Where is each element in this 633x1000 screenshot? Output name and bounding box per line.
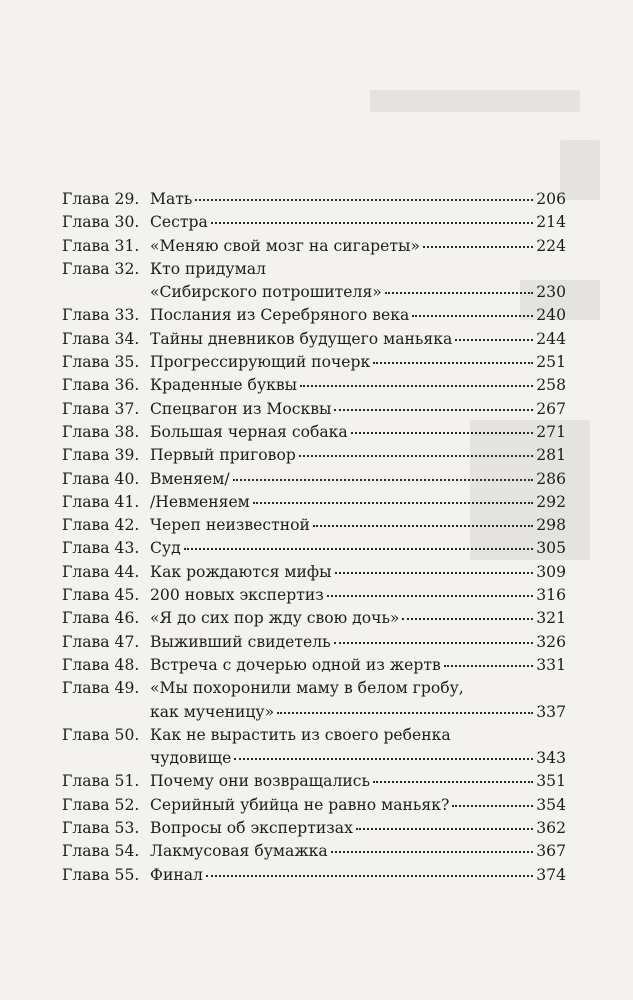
toc-entry [62, 211, 566, 234]
chapter-title: Кто придумал [150, 259, 266, 278]
chapter-title: «Я до сих пор жду свою дочь» [150, 609, 400, 628]
toc-entry-line [62, 491, 566, 514]
chapter-title: Большая черная собака [150, 422, 348, 441]
chapter-label: Глава 29. [62, 190, 140, 208]
toc-entry-line-wrapped [62, 677, 566, 700]
toc-entry-line [62, 607, 566, 630]
dot-leader [373, 362, 533, 364]
toc-entry [62, 328, 566, 351]
page-number: 374 [536, 865, 566, 884]
chapter-label: Глава 39. [62, 446, 140, 465]
chapter-label: Глава 46. [62, 609, 140, 628]
chapter-label: Глава 49. [62, 679, 140, 698]
dot-leader [313, 525, 533, 527]
toc-entry [62, 444, 566, 467]
toc-entry-line [62, 514, 566, 537]
dot-leader [233, 479, 534, 481]
page-number: 321 [536, 609, 566, 628]
chapter-label: Глава 54. [62, 842, 140, 861]
toc-entry [62, 770, 566, 793]
toc-entry-line [62, 468, 566, 491]
chapter-label: Глава 30. [62, 213, 140, 232]
chapter-label: Глава 32. [62, 259, 140, 278]
dot-leader [331, 851, 534, 853]
page-number: 362 [536, 819, 566, 838]
chapter-label: Глава 44. [62, 562, 140, 581]
chapter-title: 200 новых экспертиз [150, 586, 324, 605]
toc-entry-line [62, 374, 566, 397]
toc-entry [62, 188, 566, 211]
toc-entry [62, 514, 566, 537]
page-number: 354 [536, 795, 566, 814]
toc-entry [62, 677, 566, 724]
dot-leader [452, 805, 533, 807]
toc-entry-line [62, 421, 566, 444]
page-number: 271 [536, 422, 566, 441]
chapter-title: Почему они возвращались [150, 772, 370, 791]
toc-entry [62, 235, 566, 258]
toc-entry-line [62, 654, 566, 677]
toc-entry-line [62, 864, 566, 887]
page-number: 292 [536, 492, 566, 511]
dot-leader [327, 595, 533, 597]
page-number: 258 [536, 376, 566, 395]
page-number: 230 [536, 283, 566, 302]
chapter-label: Глава 51. [62, 772, 140, 791]
toc-entry-line [62, 561, 566, 584]
chapter-title: Вменяем/ [150, 469, 230, 488]
chapter-label: Глава 33. [62, 306, 140, 325]
dot-leader [195, 199, 533, 201]
toc-entry [62, 374, 566, 397]
toc-entry [62, 817, 566, 840]
chapter-label: Глава 31. [62, 236, 140, 255]
toc-entry [62, 607, 566, 630]
chapter-label: Глава 45. [62, 586, 140, 605]
dot-leader [423, 246, 533, 248]
page-number: 326 [536, 632, 566, 651]
chapter-label: Глава 36. [62, 376, 140, 395]
toc-entry-line [62, 235, 566, 258]
toc-entry [62, 561, 566, 584]
chapter-label: Глава 55. [62, 865, 140, 884]
chapter-title: Сестра [150, 213, 208, 232]
page-number: 331 [536, 655, 566, 674]
dot-leader [206, 875, 533, 877]
toc-entry [62, 258, 566, 305]
page-number: 316 [536, 586, 566, 605]
dot-leader [277, 712, 533, 714]
dot-leader [335, 572, 534, 574]
toc-entry-line [62, 188, 566, 211]
chapter-title: Мать [150, 190, 193, 208]
dot-leader [300, 385, 533, 387]
toc-entry [62, 491, 566, 514]
toc-entry-line [62, 584, 566, 607]
chapter-label: Глава 43. [62, 539, 140, 558]
page-number: 251 [536, 353, 566, 372]
chapter-label: Глава 50. [62, 725, 140, 744]
toc-entry [62, 794, 566, 817]
chapter-title: Как не вырастить из своего ребенка [150, 725, 451, 744]
chapter-label: Глава 52. [62, 795, 140, 814]
chapter-title: Прогрессирующий почерк [150, 353, 371, 372]
page-number: 309 [536, 562, 566, 581]
chapter-title: «Меняю свой мозг на сигареты» [150, 236, 420, 255]
chapter-title: Лакмусовая бумажка [150, 842, 328, 861]
page-number: 286 [536, 469, 566, 488]
chapter-title: как мученицу» [150, 702, 275, 721]
toc-entry [62, 631, 566, 654]
chapter-title: чудовище [150, 749, 232, 768]
dot-leader [444, 665, 533, 667]
toc-entry [62, 840, 566, 863]
chapter-label: Глава 47. [62, 632, 140, 651]
dot-leader [385, 292, 533, 294]
dot-leader [455, 339, 533, 341]
dot-leader [184, 548, 534, 550]
chapter-title: Краденные буквы [150, 376, 298, 395]
page-number: 351 [536, 772, 566, 791]
toc-entry [62, 584, 566, 607]
chapter-title: «Сибирского потрошителя» [150, 283, 382, 302]
chapter-title: Как рождаются мифы [150, 562, 332, 581]
chapter-title: Суд [150, 539, 181, 558]
chapter-title: Встреча с дочерью одной из жертв [150, 655, 441, 674]
page-number: 337 [536, 702, 566, 721]
dot-leader [334, 642, 534, 644]
toc-entry-line [62, 770, 566, 793]
toc-entry-line [62, 701, 566, 724]
toc-entry-line [62, 747, 566, 770]
chapter-title: Вопросы об экспертизах [150, 819, 353, 838]
toc-entry [62, 864, 566, 887]
page-number: 298 [536, 516, 566, 535]
page-number: 214 [536, 213, 566, 232]
toc-entry-line [62, 351, 566, 374]
toc-entry-line-wrapped [62, 258, 566, 281]
dot-leader [351, 432, 534, 434]
page-number: 224 [536, 236, 566, 255]
toc-entry-line-wrapped [62, 724, 566, 747]
dot-leader [211, 222, 533, 224]
toc-entry-line [62, 840, 566, 863]
chapter-title: Выживший свидетель [150, 632, 331, 651]
toc-entry [62, 537, 566, 560]
page-number: 206 [536, 190, 566, 208]
chapter-title: «Мы похоронили маму в белом гробу, [150, 679, 464, 698]
page-number: 305 [536, 539, 566, 558]
chapter-label: Глава 34. [62, 329, 140, 348]
bleed-through-shade [370, 90, 580, 112]
page-number: 367 [536, 842, 566, 861]
chapter-label: Глава 53. [62, 819, 140, 838]
chapter-title: Финал [150, 865, 203, 884]
toc-entry-line [62, 794, 566, 817]
toc-entry-line [62, 328, 566, 351]
toc-entry [62, 421, 566, 444]
chapter-label: Глава 40. [62, 469, 140, 488]
chapter-title: Послания из Серебряного века [150, 306, 410, 325]
toc-entry-line [62, 444, 566, 467]
dot-leader [373, 781, 533, 783]
toc-entry [62, 398, 566, 421]
chapter-label: Глава 38. [62, 422, 140, 441]
table-of-contents [62, 188, 566, 887]
chapter-title: Первый приговор [150, 446, 296, 465]
chapter-label: Глава 35. [62, 353, 140, 372]
chapter-label: Глава 41. [62, 492, 140, 511]
toc-entry-line [62, 537, 566, 560]
dot-leader [299, 455, 533, 457]
chapter-label: Глава 48. [62, 655, 140, 674]
chapter-title: Череп неизвестной [150, 516, 310, 535]
dot-leader [356, 828, 533, 830]
page-number: 244 [536, 329, 566, 348]
toc-entry-line [62, 281, 566, 304]
chapter-title: Спецвагон из Москвы [150, 399, 332, 418]
chapter-title: Тайны дневников будущего маньяка [150, 329, 453, 348]
dot-leader [402, 618, 533, 620]
toc-entry [62, 468, 566, 491]
dot-leader [253, 502, 533, 504]
toc-entry-line [62, 631, 566, 654]
chapter-title: Серийный убийца не равно маньяк? [150, 795, 450, 814]
page-number: 267 [536, 399, 566, 418]
toc-entry [62, 654, 566, 677]
page-number: 343 [536, 749, 566, 768]
toc-entry-line [62, 304, 566, 327]
toc-entry-line [62, 211, 566, 234]
chapter-label: Глава 37. [62, 399, 140, 418]
page-number: 281 [536, 446, 566, 465]
page-number: 240 [536, 306, 566, 325]
chapter-title: /Невменяем [150, 492, 250, 511]
toc-entry-line [62, 398, 566, 421]
toc-entry [62, 304, 566, 327]
dot-leader [334, 409, 533, 411]
toc-entry [62, 724, 566, 771]
dot-leader [234, 758, 533, 760]
bleed-through-shade [560, 140, 600, 200]
dot-leader [412, 315, 533, 317]
chapter-label: Глава 42. [62, 516, 140, 535]
toc-entry [62, 351, 566, 374]
toc-entry-line [62, 817, 566, 840]
